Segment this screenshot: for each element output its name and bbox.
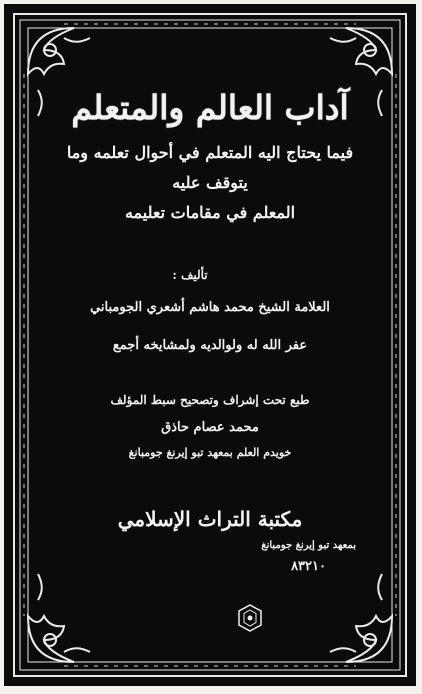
author-line-1: العلامة الشيخ محمد هاشم أشعري الجومباني bbox=[90, 300, 330, 315]
publisher-number: ٨٣٢١٠ bbox=[291, 559, 326, 574]
book-cover bbox=[4, 4, 416, 686]
subtitle-line-1: فيما يحتاج اليه المتعلم في أحوال تعلمه وما يتوقف عليه bbox=[66, 143, 354, 192]
book-title: آداب العالم والمتعلم bbox=[71, 88, 349, 127]
subtitle-line-2: المعلم في مقامات تعليمه bbox=[124, 203, 296, 222]
editor-affiliation: خويدم العلم بمعهد تبو إيرنغ جومبانغ bbox=[128, 446, 292, 459]
publisher-name: مكتبة التراث الإسلامي bbox=[117, 507, 303, 531]
cover-content bbox=[44, 74, 376, 574]
publisher-emblem-icon bbox=[237, 604, 263, 632]
publisher-location: بمعهد تبو إيرنغ جومبانغ bbox=[261, 540, 356, 551]
editor-name: محمد عصام حاذق bbox=[161, 420, 259, 435]
author-label: تأليف : bbox=[172, 268, 208, 282]
author-line-2: عفر الله له ولوالديه ولمشايخه أجمع bbox=[112, 338, 308, 353]
edit-line: طبع تحت إشراف وتصحيح سبط المؤلف bbox=[110, 393, 310, 407]
